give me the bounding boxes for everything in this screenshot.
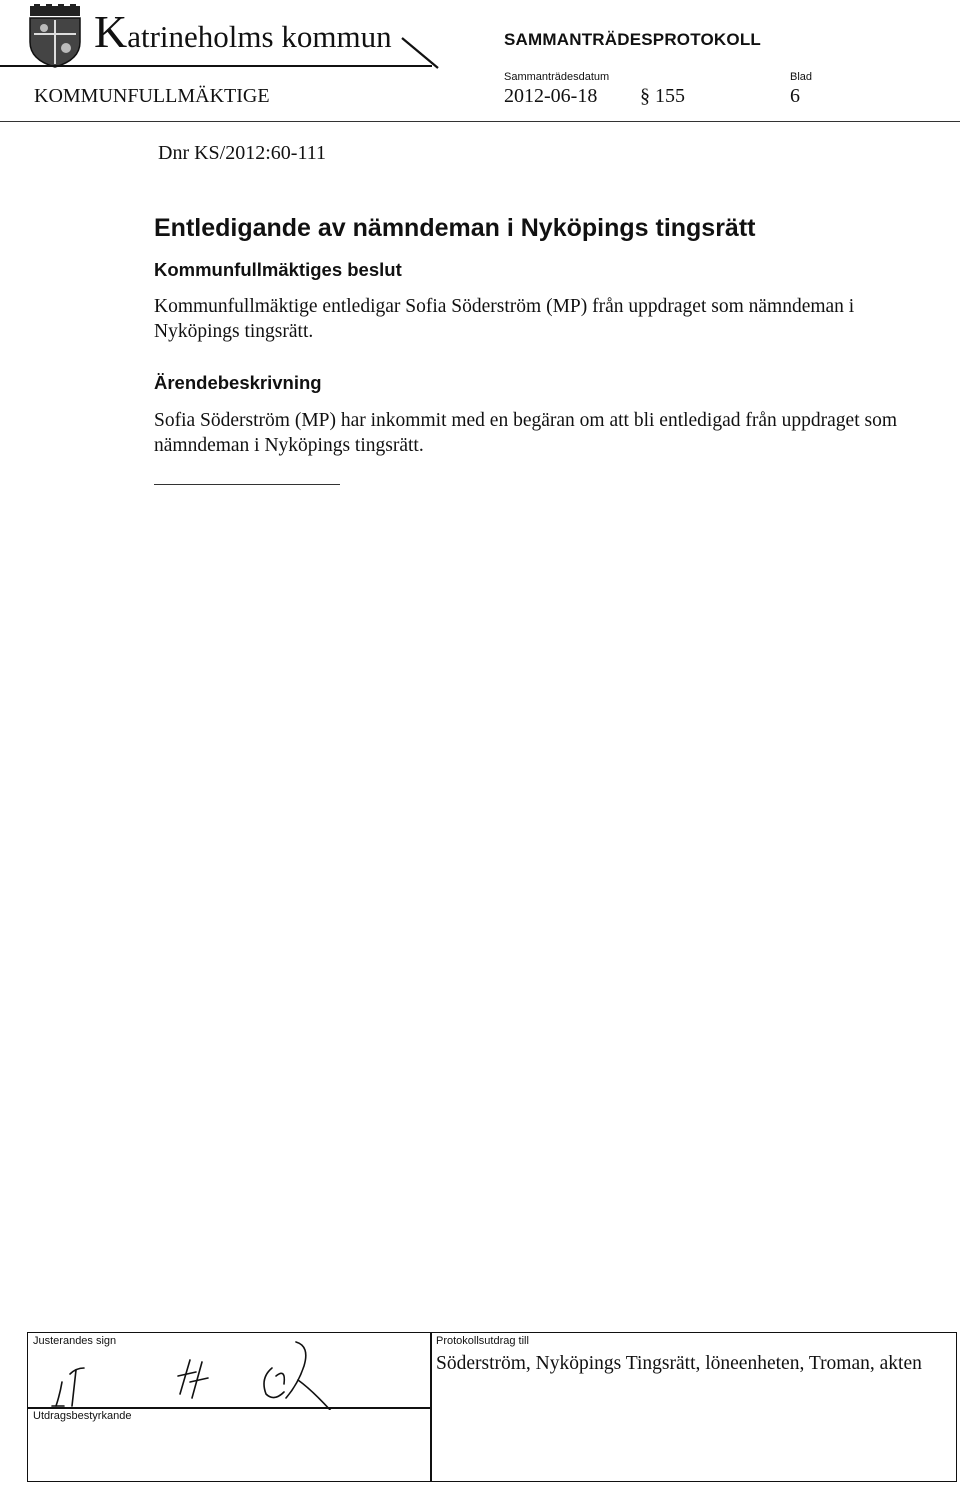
footer-vertical-divider (430, 1332, 432, 1482)
distribution-text: Söderström, Nyköpings Tingsrätt, löneenheten, Troman, akten (436, 1353, 922, 1374)
coat-of-arms-icon (24, 4, 86, 68)
distribution-label: Protokollsutdrag till (436, 1335, 529, 1347)
description-heading: Ärendebeskrivning (154, 372, 322, 393)
diary-number: Dnr KS/2012:60-111 (158, 142, 326, 164)
meeting-date: 2012-06-18 (504, 85, 598, 107)
section-end-rule (154, 484, 340, 485)
page-number: 6 (790, 85, 800, 107)
header-rule (0, 65, 432, 67)
handwritten-signatures-icon (40, 1338, 400, 1410)
adjuster-sign-label: Justerandes sign (33, 1335, 117, 1347)
protocol-title: SAMMANTRÄDESPROTOKOLL (504, 30, 761, 49)
municipality-name: Katrineholms kommun (94, 6, 392, 57)
decorative-slash-icon (396, 24, 444, 70)
header-divider (0, 121, 960, 122)
document-title: Entledigande av nämndeman i Nyköpings tingsrätt (154, 214, 756, 242)
paragraph-number: § 155 (640, 85, 685, 107)
decision-heading: Kommunfullmäktiges beslut (154, 259, 402, 280)
meeting-date-label: Sammanträdesdatum (504, 71, 610, 83)
board-name: KOMMUNFULLMÄKTIGE (34, 85, 270, 107)
decision-text: Kommunfullmäktige entledigar Sofia Söderström (MP) från uppdraget som nämndeman i Nyköpings tingsrätt. (154, 296, 855, 342)
extract-certifier-label: Utdragsbestyrkande (33, 1410, 132, 1422)
description-text: Sofia Söderström (MP) har inkommit med en begäran om att bli entledigad från uppdraget som nämndeman i Nyköpings tingsrätt. (154, 410, 897, 456)
page-label: Blad (790, 71, 813, 83)
